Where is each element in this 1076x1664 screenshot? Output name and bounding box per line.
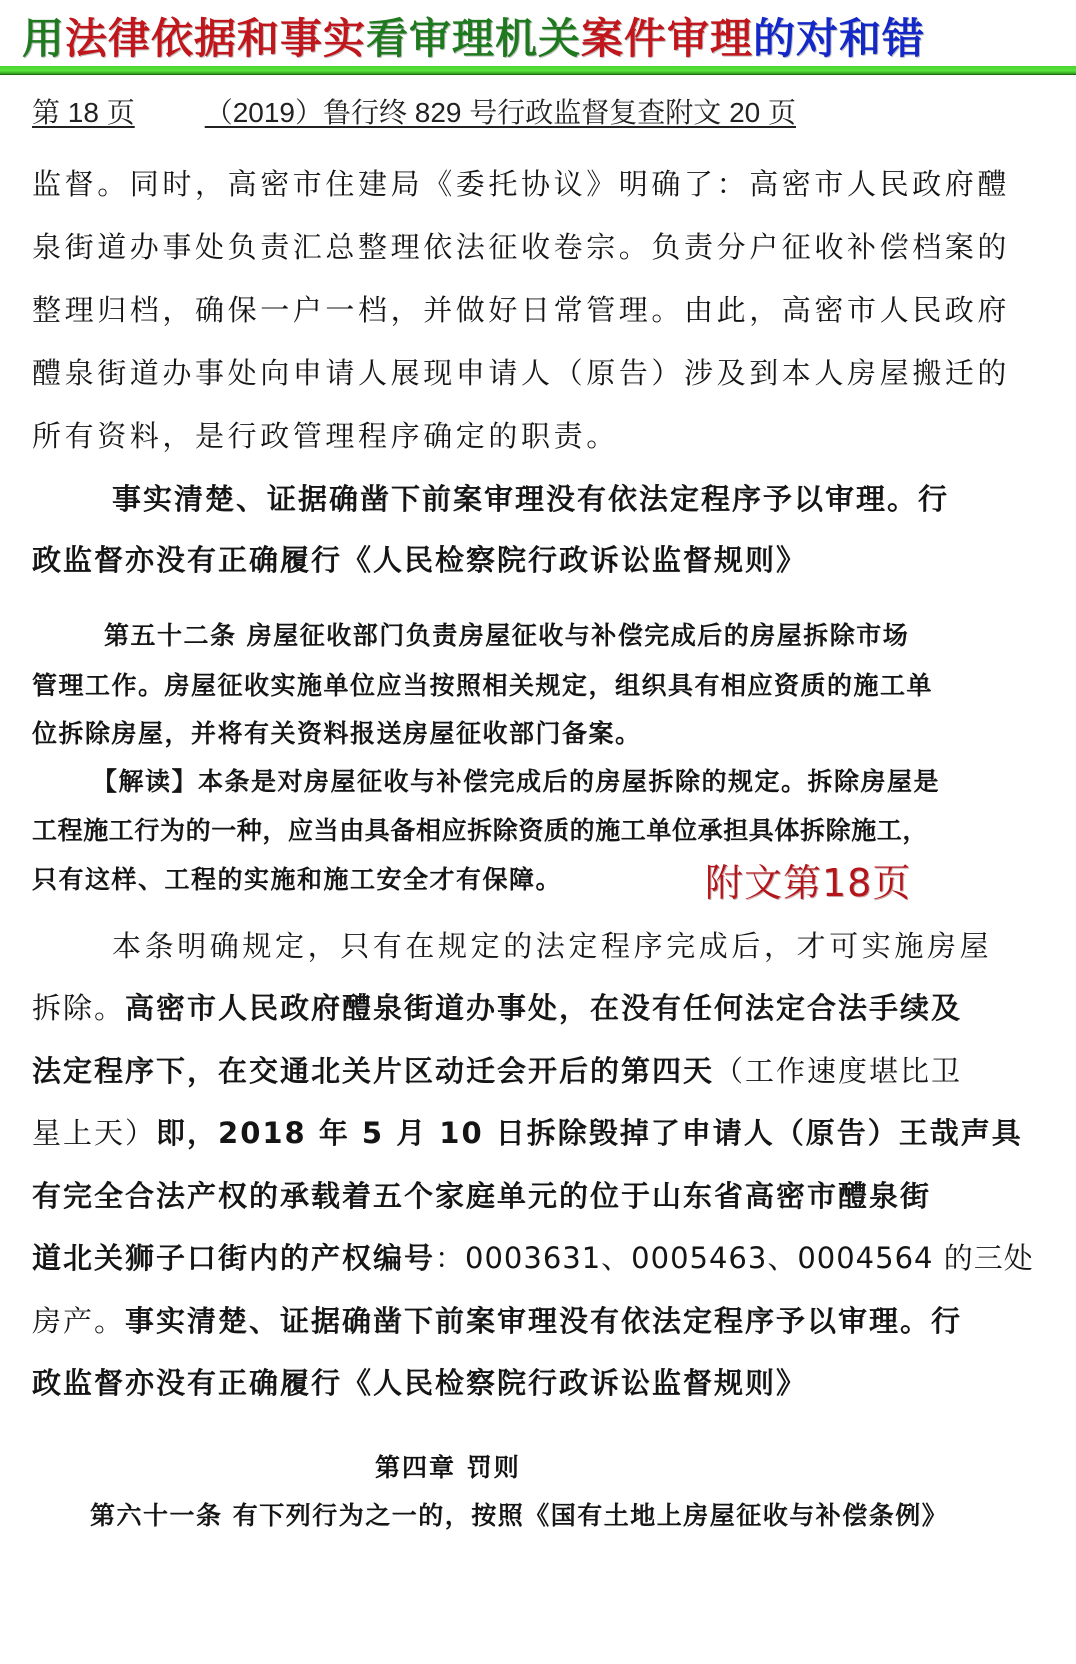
article52-line-3: 位拆除房屋，并将有关资料报送房屋征收部门备案。 — [32, 719, 642, 748]
interpretation-line-3: 只有这样、工程的实施和施工安全才有保障。 — [32, 865, 563, 894]
interpretation-text-1: 本条是对房屋征收与补偿完成后的房屋拆除的规定。拆除房屋是 — [198, 767, 941, 796]
p3-line-3 — [32, 1053, 962, 1089]
banner-seg-3: 看审理机关 — [366, 14, 582, 63]
page-label: 第 18 页 — [32, 97, 135, 128]
banner-seg-2: 法律依据和事实 — [65, 14, 367, 63]
p3-line-7-normal: 房产。 — [32, 1304, 126, 1338]
article52-line-1: 第五十二条 房屋征收部门负责房屋征收与补偿完成后的房屋拆除市场 — [104, 621, 910, 650]
banner-seg-4: 案件审理 — [581, 14, 754, 63]
p3-line-4 — [32, 1115, 1023, 1151]
p3-line-6-normal: ：0003631、0005463、0004564 的三处 — [435, 1241, 1034, 1275]
p3-line-7 — [32, 1303, 962, 1339]
p3-line-4-normal: 星上天） — [32, 1116, 157, 1150]
p3-line-5: 有完全合法产权的承载着五个家庭单元的位于山东省高密市醴泉街 — [32, 1179, 932, 1213]
p3-line-4-bold: 即，2018 年 5 月 10 日拆除毁掉了申请人（原告）王哉声具 — [156, 1116, 1023, 1150]
banner-title — [22, 14, 925, 64]
p2-line-1: 事实清楚、证据确凿下前案审理没有依法定程序予以审理。行 — [112, 482, 950, 516]
p3-line-3-normal: （工作速度堪比卫 — [714, 1054, 963, 1088]
p2-line-2: 政监督亦没有正确履行《人民检察院行政诉讼监督规则》 — [32, 543, 808, 577]
p3-line-2-bold: 高密市人民政府醴泉街道办事处，在没有任何法定合法手续及 — [125, 991, 963, 1025]
interpretation-line-1 — [92, 766, 940, 798]
p3-line-7-bold: 事实清楚、证据确凿下前案审理没有依法定程序予以审理。行 — [125, 1304, 963, 1338]
p3-line-2-normal: 拆除。 — [32, 991, 126, 1025]
p3-line-8: 政监督亦没有正确履行《人民检察院行政诉讼监督规则》 — [32, 1366, 808, 1400]
p1-line-4: 醴泉街道办事处向申请人展现申请人（原告）涉及到本人房屋搬迁的 — [32, 356, 1011, 390]
page-header — [32, 96, 796, 130]
p3-line-6-bold: 道北关狮子口街内的产权编号 — [32, 1241, 436, 1275]
article61-line-1: 第六十一条 有下列行为之一的，按照《国有土地上房屋征收与补偿条例》 — [90, 1501, 949, 1530]
p1-line-2: 泉街道办事处负责汇总整理依法征收卷宗。负责分户征收补偿档案的 — [32, 230, 1011, 264]
p3-line-3-bold: 法定程序下，在交通北关片区动迁会开后的第四天 — [32, 1054, 715, 1088]
interpretation-line-2: 工程施工行为的一种，应当由具备相应拆除资质的施工单位承担具体拆除施工， — [32, 816, 929, 845]
appendix-page-stamp: 附文第18页 — [705, 861, 912, 905]
p3-line-6 — [32, 1240, 1034, 1276]
article52-line-2: 管理工作。房屋征收实施单位应当按照相关规定，组织具有相应资质的施工单 — [32, 671, 934, 700]
banner-divider — [0, 66, 1076, 75]
interpretation-label: 【解读】 — [92, 767, 199, 796]
p1-line-5: 所有资料，是行政管理程序确定的职责。 — [32, 419, 619, 453]
p3-line-1: 本条明确规定，只有在规定的法定程序完成后，才可实施房屋 — [112, 929, 993, 963]
p1-line-3: 整理归档，确保一户一档，并做好日常管理。由此，高密市人民政府 — [32, 293, 1011, 327]
banner-seg-1: 用 — [22, 14, 66, 63]
banner-seg-5: 的对和错 — [753, 14, 926, 63]
doc-reference: （2019）鲁行终 829 号行政监督复查附文 20 页 — [204, 97, 796, 128]
banner — [0, 0, 1076, 80]
chapter-heading: 第四章 罚则 — [375, 1453, 521, 1482]
p3-line-2 — [32, 990, 962, 1026]
p1-line-1: 监督。同时，高密市住建局《委托协议》明确了：高密市人民政府醴 — [32, 167, 1011, 201]
